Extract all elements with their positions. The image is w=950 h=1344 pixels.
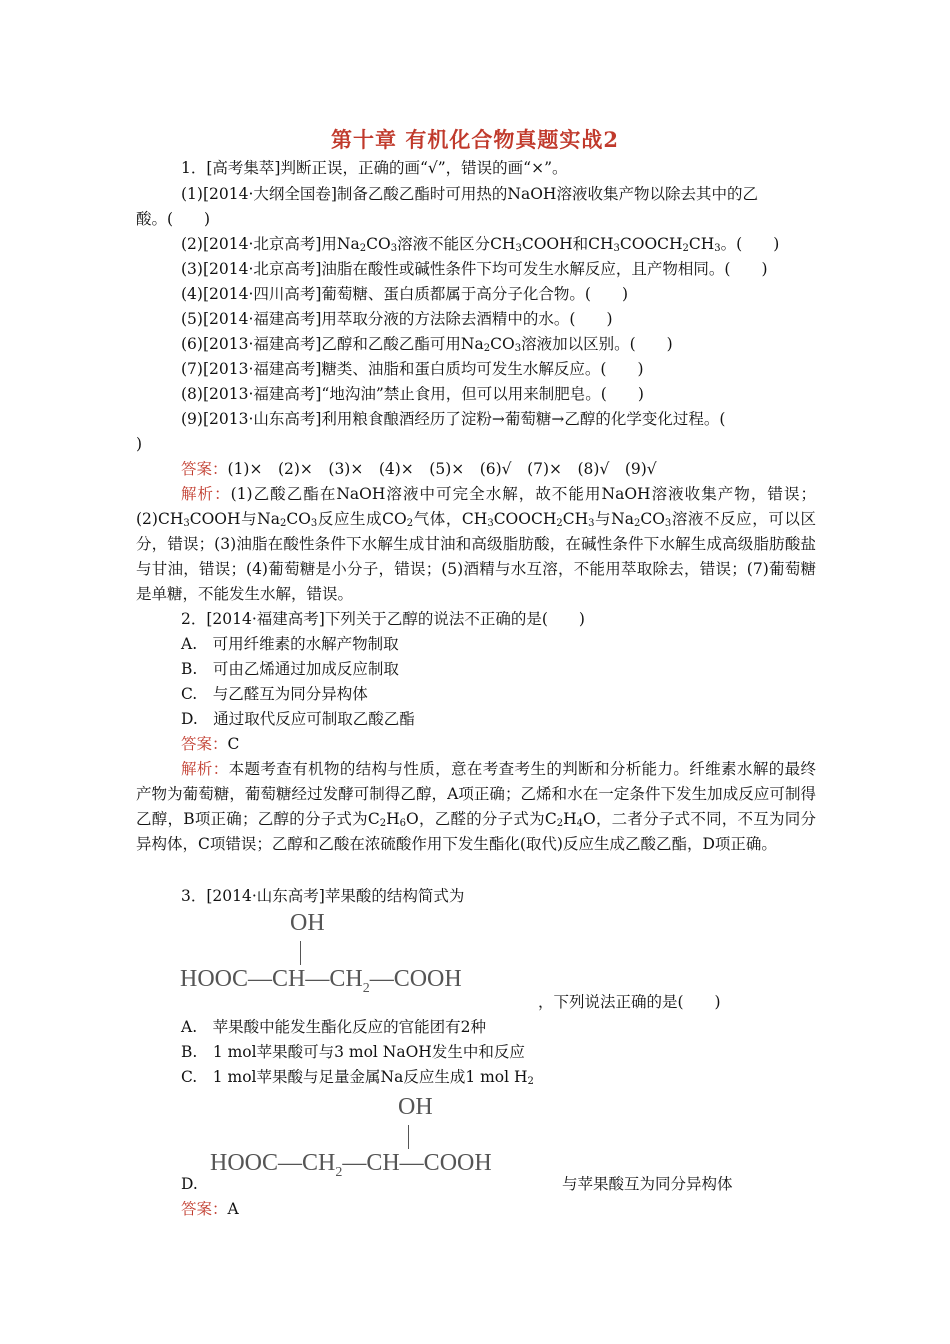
q3-stem-tail: ，下列说法正确的是( ) <box>538 993 721 1011</box>
q1-item-3: (3)[2014·北京高考]油脂在酸性或碱性条件下均可发生水解反应，且产物相同。( ) <box>181 260 768 278</box>
q2-option-d: D. 通过取代反应可制取乙酸乙酯 <box>181 710 415 728</box>
q1-item-5: (5)[2014·福建高考]用萃取分液的方法除去酒精中的水。( ) <box>181 310 613 328</box>
formula-2-bond <box>408 1125 409 1149</box>
q3-option-c: C. 1 mol苹果酸与足量金属Na反应生成1 mol $H_2$ <box>181 1068 534 1087</box>
formula-1-oh: OH <box>290 910 325 936</box>
q2-answer: 答案：C <box>181 735 240 753</box>
q1-item-8: (8)[2013·福建高考]“地沟油”禁止食用，但可以用来制肥皂。( ) <box>181 385 644 403</box>
q1-item-1b: 酸。( ) <box>136 210 211 228</box>
q1-analysis: 解析：(1)乙酸乙酯在NaOH溶液中可完全水解，故不能用NaOH溶液收集产物，错误；$(2)CH_3COOH$与$Na_2CO_3$反应生成$CO_2$气体，$CH_3COOCH_2CH_3$与$Na_2CO_3$溶液不反应，可以区分，错误；(3)油脂在酸性条件下水解生成甘油和高级脂肪酸，在碱性条件下水解生成高级脂肪酸盐与甘油，错误；(4)葡萄糖是小分子，错误；(5)酒精与水互溶，不能用萃取除去，错误；(7)葡萄糖是单糖，不能发生水解，错误。 <box>136 485 816 603</box>
formula-1-chain: $HOOC—CH—CH_2—COOH$ <box>180 966 462 996</box>
analysis-label: 解析： <box>181 760 229 778</box>
answer-label: 答案： <box>181 735 228 753</box>
q2-option-c: C. 与乙醛互为同分异构体 <box>181 685 368 703</box>
page-title: 第十章 有机化合物真题实战2 <box>331 127 619 152</box>
q3-stem: 3．[2014·山东高考]苹果酸的结构简式为 <box>181 887 465 905</box>
q1-stem: 1．[高考集萃]判断正误，正确的画“√”，错误的画“×”。 <box>181 159 568 177</box>
q3-option-b: B. 1 mol苹果酸可与3 mol NaOH发生中和反应 <box>181 1043 525 1061</box>
q3-option-a: A. 苹果酸中能发生酯化反应的官能团有2种 <box>181 1018 486 1036</box>
q2-option-b: B. 可由乙烯通过加成反应制取 <box>181 660 399 678</box>
q1-item-9b: ) <box>136 435 143 453</box>
q1-item-7: (7)[2013·福建高考]糖类、油脂和蛋白质均可发生水解反应。( ) <box>181 360 644 378</box>
q3-option-d-tail: 与苹果酸互为同分异构体 <box>562 1175 733 1193</box>
formula-2-oh: OH <box>398 1094 433 1120</box>
q1-item-2: (2)[2014·北京高考]用$Na_2CO_3$溶液不能区分$CH_3COOH$和$CH_3COOCH_2CH_3$。( ) <box>181 235 780 254</box>
q1-answer: 答案：(1)× (2)× (3)× (4)× (5)× (6)√ (7)× (8)√ (9)√ <box>181 460 657 478</box>
analysis-label: 解析： <box>181 485 231 503</box>
q3-option-d-label: D. <box>181 1175 198 1193</box>
q3-answer: 答案：A <box>181 1200 239 1218</box>
q1-item-9a: (9)[2013·山东高考]利用粮食酿酒经历了淀粉→葡萄糖→乙醇的化学变化过程。( <box>181 410 726 428</box>
q1-item-1a: (1)[2014·大纲全国卷]制备乙酸乙酯时可用热的NaOH溶液收集产物以除去其中的乙 <box>181 185 758 203</box>
q2-stem: 2．[2014·福建高考]下列关于乙醇的说法不正确的是( ) <box>181 610 585 628</box>
formula-1-bond <box>300 941 301 965</box>
q1-item-6: (6)[2013·福建高考]乙醇和乙酸乙酯可用$Na_2CO_3$溶液加以区别。( ) <box>181 335 673 354</box>
answer-label: 答案： <box>181 460 228 478</box>
q1-item-4: (4)[2014·四川高考]葡萄糖、蛋白质都属于高分子化合物。( ) <box>181 285 629 303</box>
formula-2-chain: $HOOC—CH_2—CH—COOH$ <box>210 1150 492 1180</box>
q2-option-a: A. 可用纤维素的水解产物制取 <box>181 635 399 653</box>
answer-label: 答案： <box>181 1200 228 1218</box>
q2-analysis: 解析：本题考查有机物的结构与性质，意在考查考生的判断和分析能力。纤维素水解的最终产物为葡萄糖，葡萄糖经过发酵可制得乙醇，A项正确；乙烯和水在一定条件下发生加成反应可制得乙醇，B项正确；乙醇的分子式为$C_2H_6O$，乙醛的分子式为$C_2H_4O$，二者分子式不同，不互为同分异构体，C项错误；乙醇和乙酸在浓硫酸作用下发生酯化(取代)反应生成乙酸乙酯，D项正确。 <box>136 760 816 853</box>
